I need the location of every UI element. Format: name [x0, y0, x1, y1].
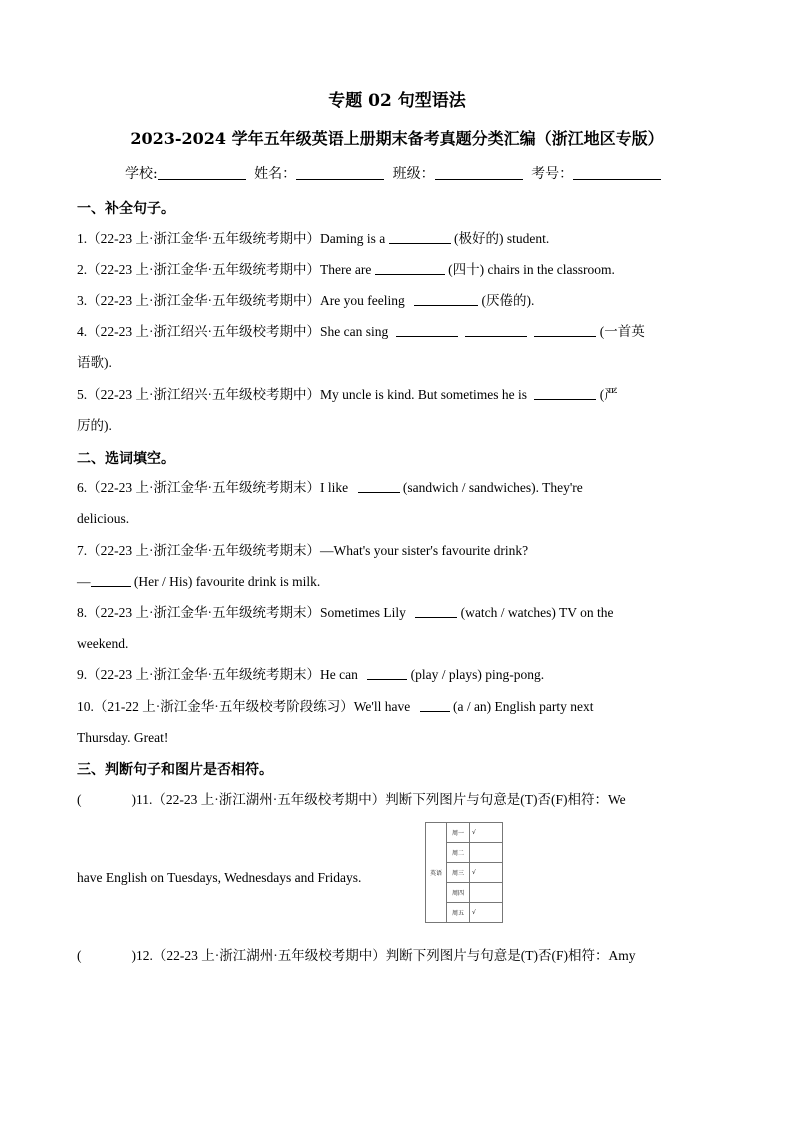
name-label: 姓名： — [254, 166, 297, 182]
section-3-heading: 三、判断句子和图片是否相符。 — [77, 762, 273, 778]
question-source: （22-23 上·浙江湖州·五年级校考期中）判断下列图片与句意是(T)否(F)相符：Amy — [152, 948, 636, 963]
timetable-mark: √ — [470, 903, 503, 923]
timetable-subject: 英语 — [426, 823, 447, 923]
page-subtitle: 2023-2024 学年五年级英语上册期末备考真题分类汇编（浙江地区专版） — [130, 129, 664, 148]
question-text: He can — [320, 667, 358, 682]
question-2 — [77, 254, 717, 285]
timetable-day: 周二 — [447, 843, 470, 863]
question-source: 8.（22-23 上·浙江金华·五年级统考期末） — [77, 605, 320, 620]
question-text: (四十) chairs in the classroom. — [448, 262, 615, 277]
timetable-day: 周五 — [447, 903, 470, 923]
question-text: (严 — [599, 387, 618, 402]
question-text: (play / plays) ping-pong. — [410, 667, 545, 682]
timetable-image — [425, 822, 503, 923]
timetable-day: 周三 — [447, 863, 470, 883]
question-text: Are you feeling — [320, 293, 405, 308]
answer-blank[interactable] — [358, 479, 400, 493]
question-source: 6.（22-23 上·浙江金华·五年级统考期末） — [77, 480, 320, 495]
class-label: 班级： — [392, 166, 435, 182]
question-text: (极好的) student. — [454, 231, 550, 246]
school-blank[interactable] — [158, 165, 246, 180]
question-text: Thursday. Great! — [77, 730, 169, 745]
question-9 — [77, 659, 717, 690]
answer-blank[interactable] — [91, 573, 131, 587]
question-text: She can sing — [320, 324, 389, 339]
timetable-mark — [470, 883, 503, 903]
question-number: )11. — [131, 792, 153, 807]
question-text: 厉的). — [77, 418, 112, 433]
answer-blank[interactable] — [465, 323, 527, 337]
question-text: (Her / His) favourite drink is milk. — [133, 574, 321, 589]
answer-blank[interactable] — [396, 323, 458, 337]
question-1 — [77, 223, 717, 254]
question-text: Daming is a — [320, 231, 386, 246]
timetable-day: 周四 — [447, 883, 470, 903]
timetable-mark: √ — [470, 863, 503, 883]
question-source: 5.（22-23 上·浙江绍兴·五年级校考期中） — [77, 387, 320, 402]
number-label: 考号： — [531, 166, 574, 182]
question-source: 3.（22-23 上·浙江金华·五年级统考期中） — [77, 293, 320, 308]
section-2-heading: 二、选词填空。 — [77, 451, 175, 467]
question-11 — [77, 784, 717, 815]
question-source: 4.（22-23 上·浙江绍兴·五年级校考期中） — [77, 324, 320, 339]
question-text: We'll have — [353, 699, 411, 714]
question-source: 2.（22-23 上·浙江金华·五年级统考期中） — [77, 262, 320, 277]
question-12 — [77, 940, 717, 971]
student-info-line — [125, 163, 665, 183]
question-text: 语歌). — [77, 355, 112, 370]
question-5 — [77, 379, 717, 441]
timetable-mark: √ — [470, 823, 503, 843]
answer-blank[interactable] — [420, 698, 450, 712]
answer-paren-open: ( — [77, 792, 82, 807]
question-11-text: have English on Tuesdays, Wednesdays and Fridays. — [77, 870, 362, 885]
number-blank[interactable] — [573, 165, 661, 180]
name-blank[interactable] — [296, 165, 384, 180]
question-6 — [77, 472, 717, 534]
section-1-heading: 一、补全句子。 — [77, 201, 175, 217]
answer-blank[interactable] — [534, 386, 596, 400]
question-text: (一首英 — [599, 324, 645, 339]
question-number: )12. — [131, 948, 153, 963]
question-source: 10.（21-22 上·浙江金华·五年级校考阶段练习） — [77, 699, 354, 714]
question-3 — [77, 285, 717, 316]
answer-paren-open: ( — [77, 948, 82, 963]
timetable-day: 周一 — [447, 823, 470, 843]
question-text: —What's your sister's favourite drink? — [320, 543, 529, 558]
question-8 — [77, 597, 717, 659]
answer-blank[interactable] — [415, 604, 457, 618]
question-source: 7.（22-23 上·浙江金华·五年级统考期末） — [77, 543, 320, 558]
question-text: — — [77, 574, 91, 589]
page-title: 专题 02 句型语法 — [328, 91, 466, 111]
question-7 — [77, 535, 717, 597]
question-text: I like — [320, 480, 349, 495]
question-text: Sometimes Lily — [320, 605, 406, 620]
answer-blank[interactable] — [414, 292, 478, 306]
question-10 — [77, 691, 717, 753]
answer-blank[interactable] — [534, 323, 596, 337]
question-text: (sandwich / sandwiches). They're — [402, 480, 583, 495]
question-source: （22-23 上·浙江湖州·五年级校考期中）判断下列图片与句意是(T)否(F)相符：We — [152, 792, 626, 807]
question-text: weekend. — [77, 636, 129, 651]
school-label: 学校: — [125, 166, 158, 182]
answer-blank[interactable] — [375, 261, 445, 275]
question-text: (厌倦的). — [481, 293, 535, 308]
timetable-mark — [470, 843, 503, 863]
question-text: (a / an) English party next — [452, 699, 594, 714]
question-text: delicious. — [77, 511, 130, 526]
question-source: 1.（22-23 上·浙江金华·五年级统考期中） — [77, 231, 320, 246]
class-blank[interactable] — [435, 165, 523, 180]
question-source: 9.（22-23 上·浙江金华·五年级统考期末） — [77, 667, 320, 682]
question-4 — [77, 316, 717, 378]
question-text: My uncle is kind. But sometimes he is — [320, 387, 527, 402]
answer-blank[interactable] — [389, 230, 451, 244]
answer-blank[interactable] — [367, 666, 407, 680]
question-text: (watch / watches) TV on the — [460, 605, 614, 620]
question-text: There are — [320, 262, 372, 277]
